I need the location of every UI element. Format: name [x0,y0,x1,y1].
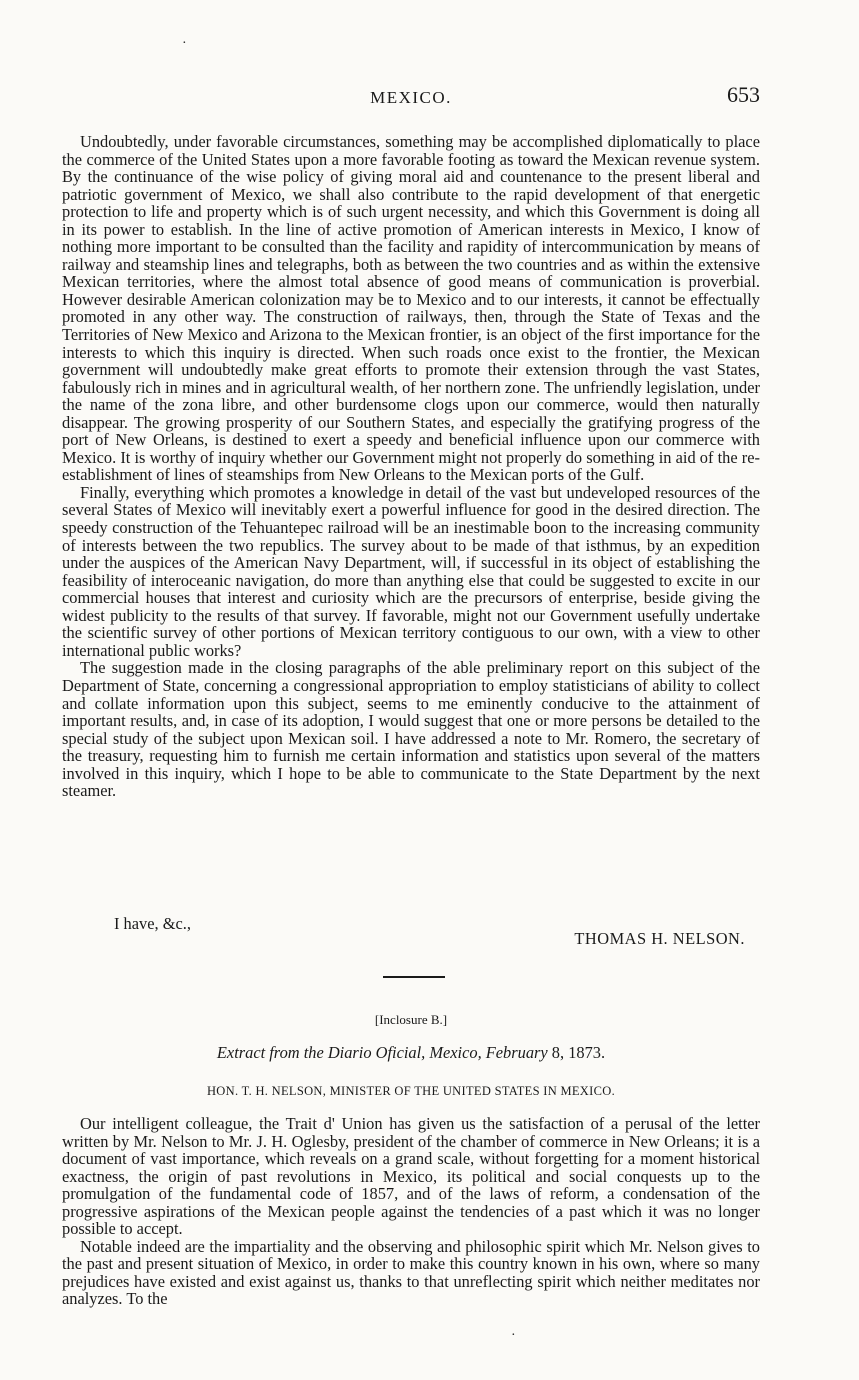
signature: THOMAS H. NELSON. [574,929,745,948]
extract-paragraph-2: Notable indeed are the impartiality and the observing and philosophic spirit which Mr. Nelson gives to the past and present situation of Mexico, in order to make this country known in his own, where so many prejudices have existed and exist against us, thanks to that unreflecting spirit which neither meditates nor analyzes. To the [62,1236,760,1309]
salutation: I have, &c., [114,914,191,933]
running-title: MEXICO. [370,88,452,107]
letter-closing [62,914,760,950]
section-divider [383,976,445,978]
print-speck: · [182,36,187,51]
extract-body [62,1115,760,1308]
page-number: 653 [727,82,760,107]
extract-heading-date: 8, 1873. [551,1043,606,1062]
letter-paragraph-1: Undoubtedly, under favorable circumstances, something may be accomplished diplomatically to place the commerce of the United States upon a more favorable footing as toward the Mexican revenue system. By the continuance of the wise policy of giving moral aid and countenance to the present liberal and patriotic government of Mexico, we shall also contribute to the rapid development of that energetic protection to life and property which is of such urgent necessity, and which this Government is doing all in its power to establish. In the line of active promotion of American interests in Mexico, I know of nothing more important to be consulted than the facility and rapidity of intercommunication by means of railway and steamship lines and telegraphs, both as between the two countries and as within the extensive Mexican territories, where the almost total absence of good means of communication is proverbial. However desirable American colonization may be to Mexico and to our interests, it cannot be effectually promoted in any other way. The construction of railways, then, through the State of Texas and the Territories of New Mexico and Arizona to the Mexican frontier, is an object of the first importance for the interests to which this inquiry is directed. When such roads once exist to the frontier, the Mexican government will undoubtedly make great efforts to promote their extension through the vast States, fabulously rich in mines and in agricultural wealth, of her northern zone. The unfriendly legislation, under the name of the zona libre, and other burdensome clogs upon our commerce, would then naturally disappear. The growing prosperity of our Southern States, and especially the gratifying progress of the port of New Orleans, is destined to exert a speedy and beneficial influence upon our commerce with Mexico. It is worthy of inquiry whether our Government might not properly do something in aid of the re-establishment of lines of steamships from New Orleans to the Mexican ports of the Gulf. [62,132,760,485]
page-header [62,82,760,116]
inclosure-label: [Inclosure B.] [374,1012,448,1027]
extract-paragraph-1: Our intelligent colleague, the Trait d' Union has given us the satisfaction of a perusal of the letter written by Mr. Nelson to Mr. J. H. Oglesby, president of the chamber of commerce in New Orleans; it is a document of vast importance, which reveals on a grand scale, without forgetting for a moment historical exactness, the origin of past revolutions in Mexico, its political and social conquests up to the promulgation of the fundamental code of 1857, and of the laws of reform, a condensation of the progressive aspirations of the Mexican people against the tendencies of a past which it was no longer possible to accept. [62,1114,760,1239]
article-subheading: HON. T. H. NELSON, MINISTER OF THE UNITED STATES IN MEXICO. [206,1084,615,1098]
print-speck: · [511,1328,516,1343]
letter-body [62,133,760,800]
extract-heading [62,1043,760,1063]
extract-heading-italic: Extract from the Diario Oficial, Mexico, February [216,1043,548,1062]
letter-paragraph-3: The suggestion made in the closing paragraphs of the able preliminary report on this subject of the Department of State, concerning a congressional appropriation to employ statisticians of ability to collect and collate information upon this subject, seems to me eminently conducive to the attainment of important results, and, in case of its adoption, I would suggest that one or more persons be detailed to the special study of the subject upon Mexican soil. I have addressed a note to Mr. Romero, the secretary of the treasury, requesting him to furnish me certain information and statistics upon several of the matters involved in this inquiry, which I hope to be able to communicate to the State Department by the next steamer. [62,658,760,801]
letter-paragraph-2: Finally, everything which promotes a knowledge in detail of the vast but undeveloped resources of the several States of Mexico will inevitably exert a powerful influence for good in the desired direction. The speedy construction of the Tehuantepec railroad will be an inestimable boon to the increasing community of interests between the two republics. The survey about to be made of that isthmus, by an expedition under the auspices of the American Navy Department, will, if successful in its object of establishing the feasibility of interoceanic navigation, do more than anything else that could be suggested to excite in our commercial houses that interest and curiosity which are the precursors of enterprise, beside giving the widest publicity to the results of that survey. If favorable, might not our Government usefully undertake the scientific survey of other portions of Mexican territory contiguous to our own, with a view to other international public works? [62,482,760,660]
